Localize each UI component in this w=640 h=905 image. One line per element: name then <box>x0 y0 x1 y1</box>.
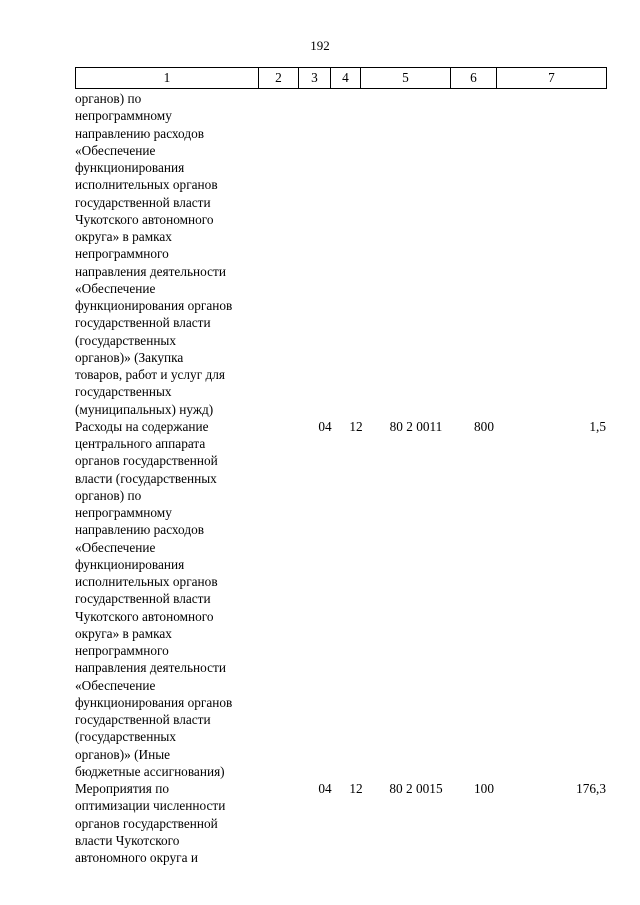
description-line: Чукотского автономного <box>75 211 214 227</box>
description-line: непрограммного <box>75 246 169 262</box>
description-line: власти (государственных <box>75 470 217 486</box>
header-col-4: 4 <box>331 68 361 89</box>
table-row <box>75 90 606 418</box>
row-col4: 12 <box>349 418 363 434</box>
row-col6: 800 <box>474 418 494 434</box>
description-line: Мероприятия по <box>75 781 169 796</box>
description-line: непрограммного <box>75 643 169 658</box>
header-col-7: 7 <box>497 68 607 89</box>
header-col-6: 6 <box>451 68 497 89</box>
description-line: непрограммному <box>75 505 172 520</box>
header-row <box>76 68 607 89</box>
description-line: центрального аппарата <box>75 436 206 451</box>
description-line: округа» в рамках <box>75 229 172 244</box>
description-line: товаров, работ и услуг для <box>75 367 226 382</box>
description-line: непрограммному <box>75 108 172 124</box>
description-line: «Обеспечение <box>75 539 156 555</box>
row-description <box>75 780 265 866</box>
description-line: «Обеспечение <box>75 280 156 296</box>
description-line: бюджетные ассигнования) <box>75 763 225 779</box>
description-line: (государственных <box>75 332 177 348</box>
description-line: органов)» (Иные <box>75 746 171 762</box>
row-col3: 04 <box>318 781 332 796</box>
description-line: государственной власти <box>75 315 211 331</box>
description-line: функционирования органов <box>75 298 233 313</box>
description-line: функционирования <box>75 160 185 175</box>
row-col6: 100 <box>474 781 494 796</box>
description-line: направления деятельности <box>75 660 226 676</box>
description-line: органов государственной <box>75 453 218 469</box>
row-description <box>75 418 265 780</box>
header-col-5: 5 <box>361 68 451 89</box>
description-line: государственной власти <box>75 712 211 727</box>
description-line: направлению расходов <box>75 125 205 141</box>
description-line: исполнительных органов <box>75 177 218 193</box>
row-col3: 04 <box>318 418 332 434</box>
description-line: (государственных <box>75 729 177 745</box>
row-col7: 1,5 <box>589 418 606 434</box>
description-line: исполнительных органов <box>75 574 218 589</box>
description-line: государственной власти <box>75 194 211 210</box>
description-line: направления деятельности <box>75 263 226 279</box>
description-line: (муниципальных) нужд) <box>75 401 214 417</box>
table-body <box>75 90 606 866</box>
description-line: Расходы на содержание <box>75 418 209 434</box>
description-line: власти Чукотского <box>75 832 180 848</box>
table-row <box>75 780 606 866</box>
description-line: «Обеспечение <box>75 142 156 158</box>
description-line: органов) по <box>75 91 142 106</box>
description-line: оптимизации численности <box>75 798 226 814</box>
description-line: государственных <box>75 384 172 400</box>
description-line: органов государственной <box>75 815 218 831</box>
description-line: органов)» (Закупка <box>75 349 184 365</box>
column-header-table <box>75 67 607 89</box>
row-col4: 12 <box>349 781 363 796</box>
header-col-1: 1 <box>76 68 259 89</box>
header-col-2: 2 <box>259 68 299 89</box>
description-line: автономного округа и <box>75 850 198 865</box>
description-line: органов) по <box>75 487 142 503</box>
description-line: функционирования органов <box>75 694 233 710</box>
description-line: «Обеспечение <box>75 677 156 693</box>
page-number: 192 <box>310 38 330 53</box>
description-line: округа» в рамках <box>75 625 172 641</box>
description-line: государственной власти <box>75 591 211 607</box>
table-row <box>75 418 606 780</box>
row-col5: 80 2 0011 <box>389 418 443 434</box>
row-description <box>75 90 265 418</box>
description-line: функционирования <box>75 556 185 572</box>
row-col5: 80 2 0015 <box>389 781 443 796</box>
description-line: направлению расходов <box>75 522 205 538</box>
header-col-3: 3 <box>299 68 331 89</box>
row-col7: 176,3 <box>576 781 606 796</box>
description-line: Чукотского автономного <box>75 608 214 624</box>
